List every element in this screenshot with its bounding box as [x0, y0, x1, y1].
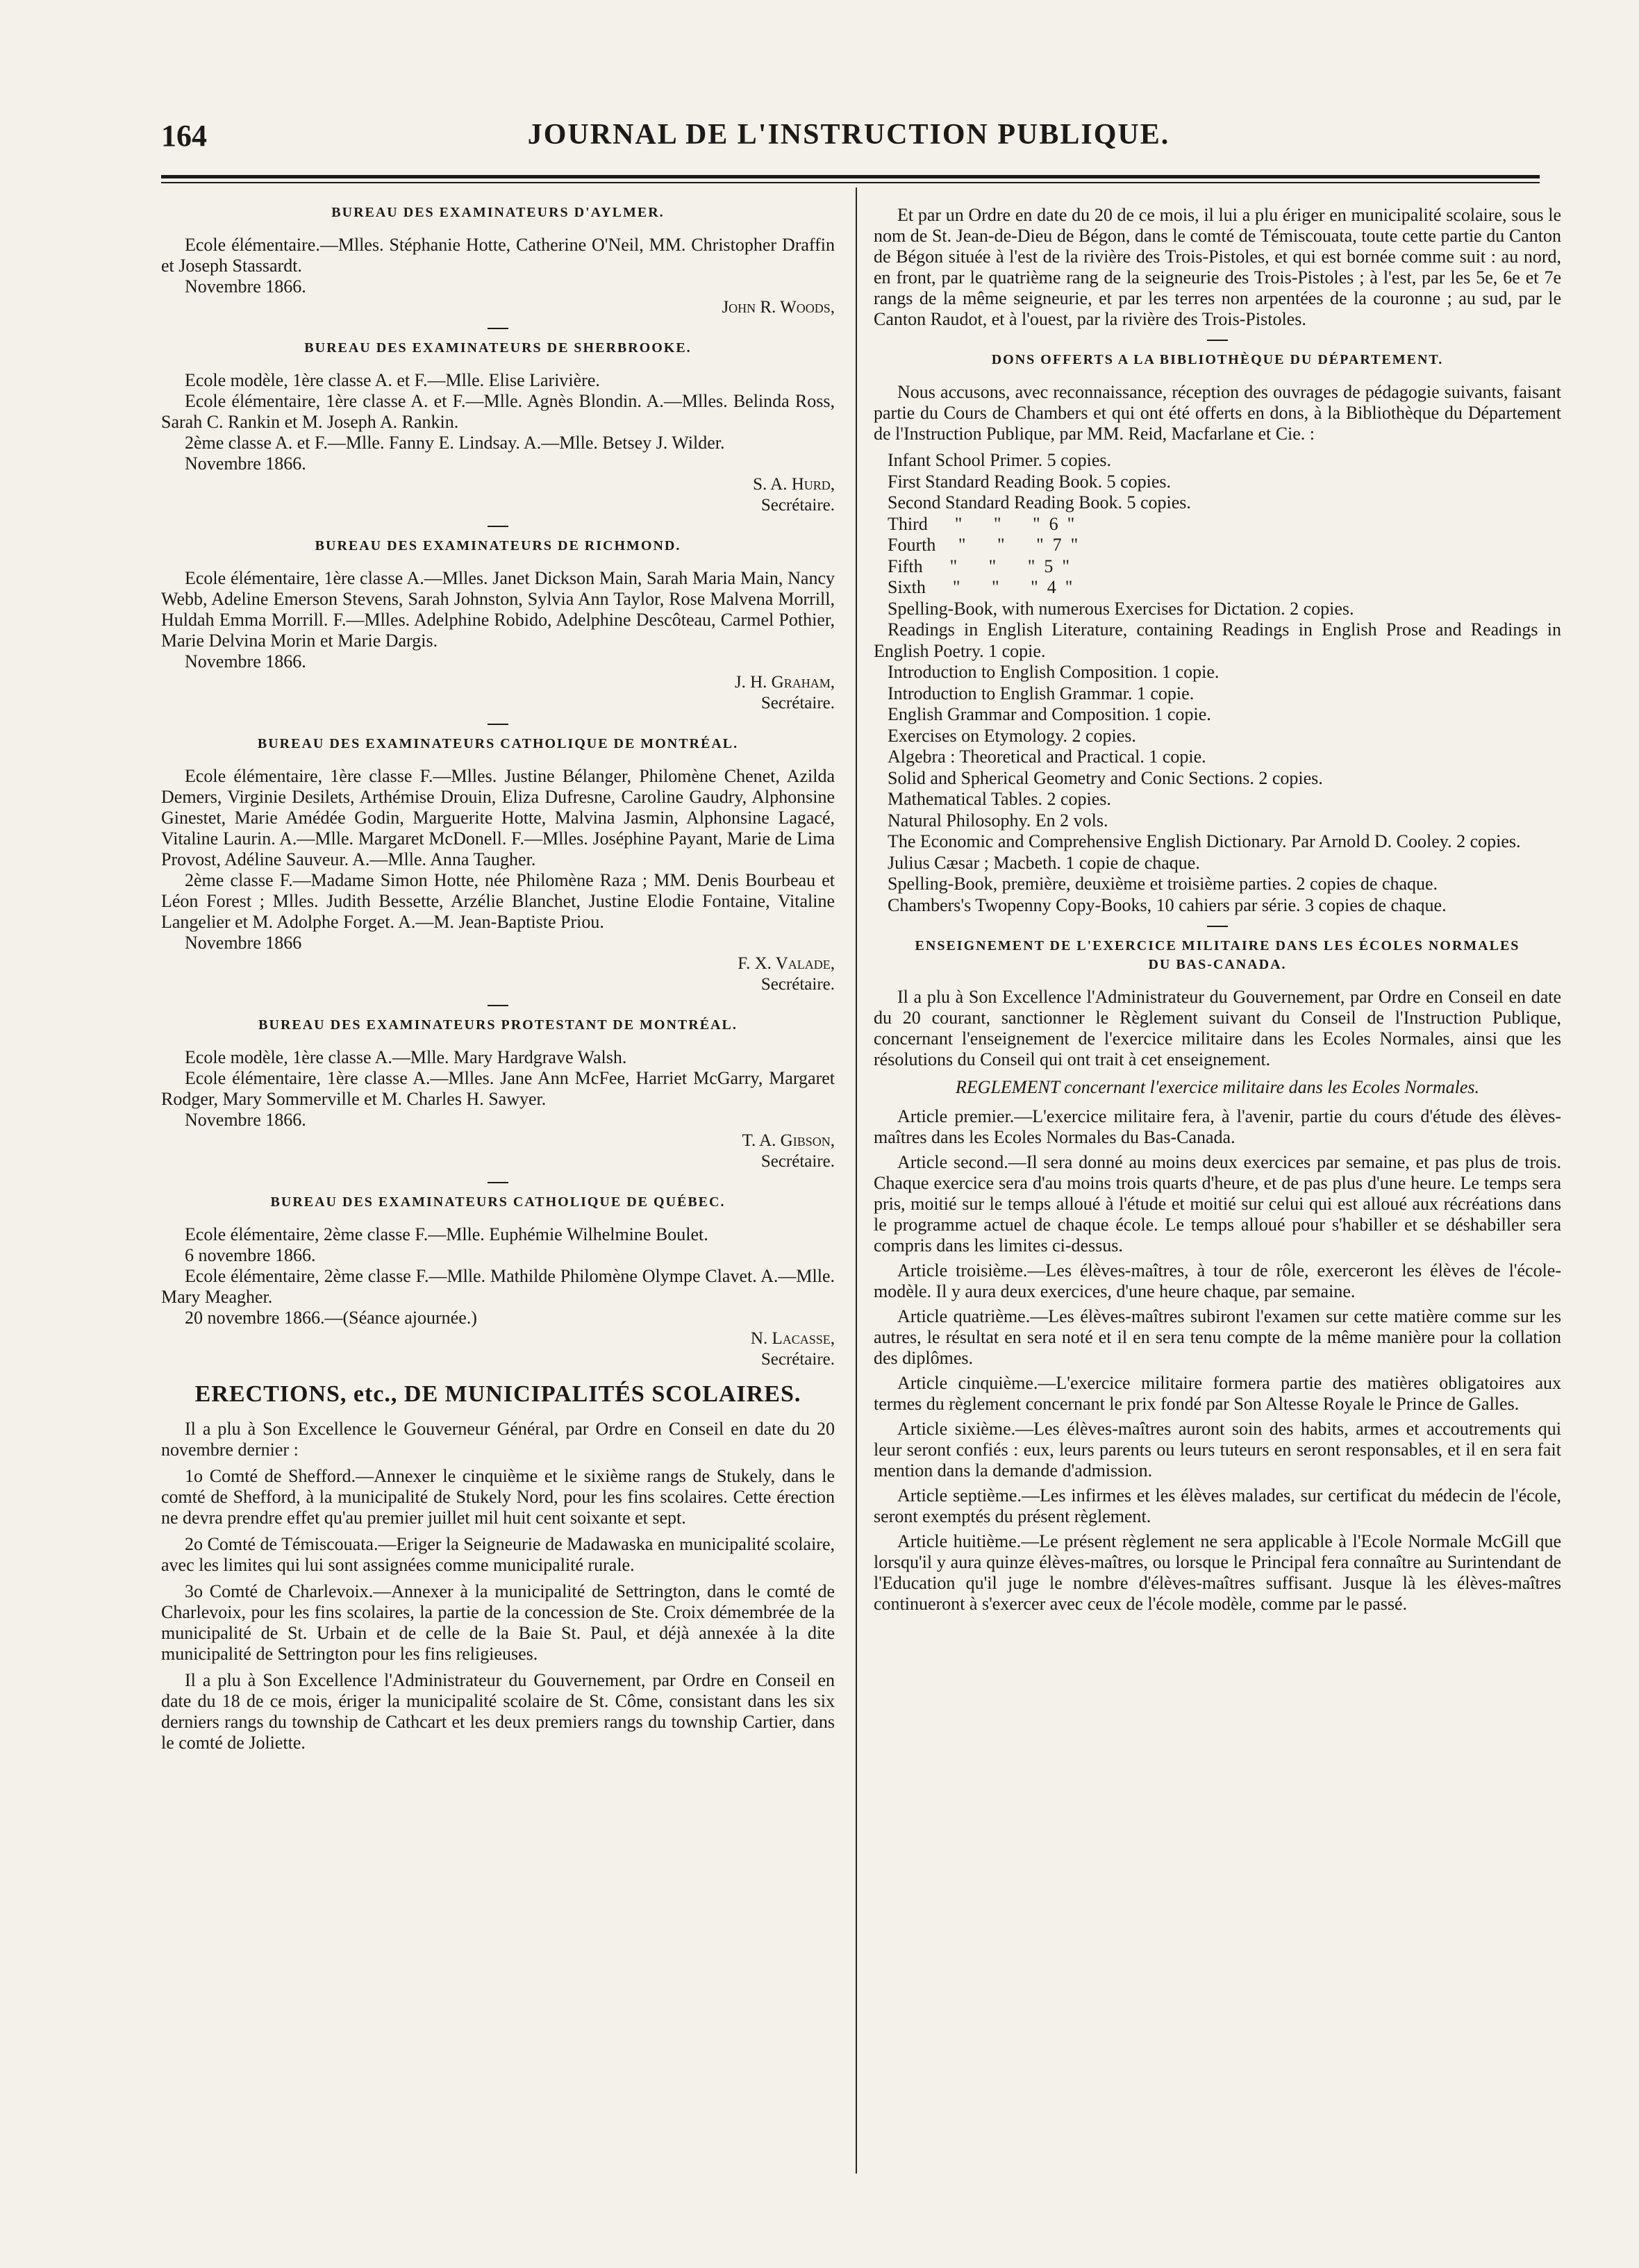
section-dons: [874, 352, 1561, 916]
signature-name: S. A. Hurd,: [753, 475, 835, 494]
signature-name: N. Lacasse,: [750, 1329, 835, 1348]
date-line: Novembre 1866.: [185, 1110, 306, 1130]
spacer: [161, 1576, 835, 1581]
reglement-title: REGLEMENT concernant l'exercice militaire dans les Ecoles Normales.: [955, 1077, 1480, 1097]
paragraph: 2o Comté de Témiscouata.—Eriger la Seigneurie de Madawaska en municipalité scolaire, avec les limites qui lui sont assignées comme municipalité rurale.: [161, 1534, 835, 1575]
book-item: Second Standard Reading Book. 5 copies.: [888, 492, 1191, 512]
book-item: Solid and Spherical Geometry and Conic Sections. 2 copies.: [888, 767, 1323, 788]
article: Article septième.—Les infirmes et les élèves malades, sur certificat du médecin de l'école, seront exemptés du présent règlement.: [874, 1485, 1561, 1526]
book-item: Fifth " " " 5 ": [888, 556, 1070, 576]
paragraph: 1o Comté de Shefford.—Annexer le cinquième et le sixième rangs de Stukely, dans le comté de Shefford, à la municipalité de Stukely Nord, pour les fins scolaires. Cette érection ne devra prendre effet qu'au premier juillet mil huit cent soixante et sept.: [161, 1466, 835, 1528]
signature-name: J. H. Graham,: [734, 673, 835, 692]
section-title: BUREAU DES EXAMINATEURS D'AYLMER.: [331, 205, 665, 220]
left-column: [161, 205, 835, 1753]
book-item: Julius Cæsar ; Macbeth. 1 copie de chaque.: [888, 852, 1200, 873]
paragraph: Ecole élémentaire, 1ère classe F.—Mlles. Justine Bélanger, Philomène Chenet, Azilda Demers, Virginie Desilets, Arthémise Drouin, Eliza Dufresne, Caroline Gaudry, Alphonsine Ginestet, Marie Amédée Godin, Marguerite Hotte, Malvina Jasmin, Alphonsine Lagacé, Vitaline Laurin. A.—Mlle. Margaret McDonell. F.—Mlles. Joséphine Payant, Marie de Lima Provost, Adéline Sauveur. A.—Mlle. Anna Taugher.: [161, 766, 835, 869]
paragraph: 2ème classe A. et F.—Mlle. Fanny E. Lindsay. A.—Mlle. Betsey J. Wilder.: [185, 433, 725, 453]
date-line: Novembre 1866: [185, 933, 302, 953]
paragraph: Et par un Ordre en date du 20 de ce mois, il lui a plu ériger en municipalité scolaire, sous le nom de St. Jean-de-Dieu de Bégon, dans le comté de Témiscouata, toute cette partie du Canton de Bégon située à l'est de la rivière des Trois-Pistoles, et qui est bornée comme suit : au nord, en front, par le quatrième rang de la seigneurie des Trois-Pistoles ; à l'est, par les 5e, 6e et 7e rangs de la même seigneurie, et par les terres non arpentées de la couronne ; au sud, par le Canton Raudot, et à l'ouest, par la rivière des Trois-Pistoles.: [874, 205, 1561, 329]
section-montreal-protestant: [161, 1017, 835, 1172]
paragraph: Ecole élémentaire, 1ère classe A. et F.—Mlle. Agnès Blondin. A.—Mlles. Belinda Ross, Sarah C. Rankin et M. Joseph A. Rankin.: [161, 391, 835, 432]
date-line: Novembre 1866.: [185, 276, 306, 297]
paragraph: Ecole élémentaire, 1ère classe A.—Mlles. Jane Ann McFee, Harriet McGarry, Margaret Rodger, Mary Sommerville et M. Charles H. Sawyer.: [161, 1068, 835, 1109]
signature-name: F. X. Valade,: [738, 954, 835, 973]
section-montreal-catholique: [161, 736, 835, 995]
book-item: Introduction to English Composition. 1 copie.: [888, 662, 1220, 682]
article: Article second.—Il sera donné au moins deux exercices par semaine, et pas plus de trois. Chaque exercice sera d'au moins trois quarts d'heure, et de pas plus d'une heure. Le temps sera pris, moitié sur le temps alloué à l'étude et moitié sur celui qui est alloué aux récréations dans le programme actuel de chaque école. Le temps alloué pour s'habiller et se déshabiller sera compris dans les limites ci-dessus.: [874, 1152, 1561, 1256]
book-item: Spelling-Book, première, deuxième et troisième parties. 2 copies de chaque.: [888, 874, 1438, 894]
paragraph: Il a plu à Son Excellence le Gouverneur Général, par Ordre en Conseil en date du 20 novembre dernier :: [161, 1419, 835, 1460]
article: Article cinquième.—L'exercice militaire formera partie des matières obligatoires aux termes du règlement concernant le prix fondé par Son Altesse Royale le Prince de Galles.: [874, 1373, 1561, 1414]
column-divider: [856, 187, 857, 2174]
paragraph: 3o Comté de Charlevoix.—Annexer à la municipalité de Settrington, dans le comté de Charlevoix, pour les fins scolaires, la partie de la concession de Ste. Croix démembrée de la municipalité de St. Urbain et de celle de la Baie St. Paul, et déjà annexée à la dite municipalité de Settrington pour les fins religieuses.: [161, 1581, 835, 1664]
paragraph: 2ème classe F.—Madame Simon Hotte, née Philomène Raza ; MM. Denis Bourbeau et Léon Forest ; Mlles. Judith Bessette, Arzélie Blanchet, Justine Elodie Fontaine, Vitaline Langelier et M. Adolphe Forget. A.—M. Jean-Baptiste Priou.: [161, 870, 835, 932]
book-item: First Standard Reading Book. 5 copies.: [888, 471, 1172, 492]
signature-role: Secrétaire.: [760, 694, 835, 712]
date-line: 20 novembre 1866.—(Séance ajournée.): [185, 1308, 477, 1328]
section-title: BUREAU DES EXAMINATEURS CATHOLIQUE DE QUÉBEC.: [270, 1194, 726, 1210]
article: Article troisième.—Les élèves-maîtres, à tour de rôle, exerceront les élèves de l'école-modèle. Il y aura deux exercices, d'une heure chaque, par semaine.: [874, 1260, 1561, 1301]
section-dash: [488, 526, 508, 527]
signature-name: T. A. Gibson,: [742, 1131, 835, 1150]
section-title: BUREAU DES EXAMINATEURS PROTESTANT DE MONTRÉAL.: [258, 1017, 738, 1033]
book-item: Spelling-Book, with numerous Exercises for Dictation. 2 copies.: [888, 598, 1354, 619]
paragraph: Ecole modèle, 1ère classe A.—Mlle. Mary Hardgrave Walsh.: [185, 1047, 627, 1067]
book-item: Fourth " " " 7 ": [888, 535, 1079, 555]
article: Article huitième.—Le présent règlement ne sera applicable à l'Ecole Normale McGill que lorsqu'il y aura quinze élèves-maîtres, ou lorsque le Principal fera connaître au Surintendant de l'Education qu'il juge le nombre d'élèves-maîtres suffisant. Jusque là les élèves-maîtres continueront à s'exercer avec ceux de l'école modèle, comme par le passé.: [874, 1531, 1561, 1614]
book-item: Third " " " 6 ": [888, 513, 1075, 534]
paragraph: Ecole élémentaire, 2ème classe F.—Mlle. Euphémie Wilhelmine Boulet.: [185, 1224, 708, 1244]
section-title: BUREAU DES EXAMINATEURS DE SHERBROOKE.: [304, 340, 692, 356]
section-dash: [1207, 926, 1228, 927]
paragraph: Ecole modèle, 1ère classe A. et F.—Mlle. Elise Larivière.: [185, 370, 600, 390]
signature-role: Secrétaire.: [760, 975, 835, 994]
section-title: DONS OFFERTS A LA BIBLIOTHÈQUE DU DÉPARTEMENT.: [991, 352, 1444, 367]
journal-title: JOURNAL DE L'INSTRUCTION PUBLIQUE.: [527, 119, 1170, 151]
section-dash: [488, 328, 508, 329]
date-line: Novembre 1866.: [185, 651, 306, 672]
section-aylmer: [161, 205, 835, 318]
section-richmond: [161, 538, 835, 714]
book-item: Natural Philosophy. En 2 vols.: [888, 810, 1108, 831]
book-item: Infant School Primer. 5 copies.: [888, 450, 1112, 470]
section-title: BUREAU DES EXAMINATEURS CATHOLIQUE DE MONTRÉAL.: [257, 736, 739, 751]
signature-name: John R. Woods,: [722, 298, 835, 317]
page-number: 164: [161, 119, 207, 153]
article: Article premier.—L'exercice militaire fera, à l'avenir, partie du cours d'étude des élèves-maîtres dans les Ecoles Normales du Bas-Canada.: [874, 1106, 1561, 1147]
paragraph: Ecole élémentaire, 1ère classe A.—Mlles. Janet Dickson Main, Sarah Maria Main, Nancy Webb, Adeline Emerson Stevens, Sarah Johnston, Sylvia Ann Taylor, Rose Malvena Morrill, Huldah Emma Morrill. F.—Mlles. Adelphine Robido, Adelphine Descôteau, Carmel Pothier, Marie Delvina Morin et Marie Dargis.: [161, 568, 835, 651]
paragraph: Il a plu à Son Excellence l'Administrateur du Gouvernement, par Ordre en Conseil en date du 18 de ce mois, ériger la municipalité scolaire de St. Côme, consistant dans les six derniers rangs du township de Cathcart et les deux premiers rangs du township Cartier, dans le comté de Joliette.: [161, 1670, 835, 1753]
right-column: [874, 205, 1561, 1619]
section-title-line2: DU BAS-CANADA.: [1148, 957, 1287, 972]
spacer: [874, 444, 1561, 450]
book-item: The Economic and Comprehensive English Dictionary. Par Arnold D. Cooley. 2 copies.: [888, 831, 1521, 851]
spacer: [161, 1460, 835, 1466]
paragraph: Il a plu à Son Excellence l'Administrateur du Gouvernement, par Ordre en Conseil en date du 20 courant, sanctionner le Règlement suivant du Conseil de l'Instruction Publique, concernant l'enseignement de l'exercice militaire dans les Ecoles Normales, ainsi que les résolutions du Conseil qui ont trait à cet enseignement.: [874, 987, 1561, 1069]
signature-role: Secrétaire.: [760, 496, 835, 515]
section-title: BUREAU DES EXAMINATEURS DE RICHMOND.: [315, 538, 681, 553]
book-item: Readings in English Literature, containing Readings in English Prose and Readings in English Poetry. 1 copie.: [874, 619, 1561, 661]
article: Article quatrième.—Les élèves-maîtres subiront l'examen sur cette matière comme sur les autres, le résultat en sera noté et il en sera tenu compte de la même manière pour la collation des diplômes.: [874, 1306, 1561, 1368]
section-dash: [488, 724, 508, 725]
section-dash: [488, 1182, 508, 1183]
book-item: Exercises on Etymology. 2 copies.: [888, 725, 1136, 746]
section-dash: [1207, 340, 1228, 341]
section-heading: ERECTIONS, etc., DE MUNICIPALITÉS SCOLAIRES.: [194, 1381, 801, 1407]
book-item: Introduction to English Grammar. 1 copie.: [888, 683, 1195, 703]
spacer: [161, 1528, 835, 1534]
paragraph: Nous accusons, avec reconnaissance, réception des ouvrages de pédagogie suivants, faisant partie du Cours de Chambers et qui ont été offerts en dons, à la Bibliothèque du Département de l'Instruction Publique, par MM. Reid, Macfarlane et Cie. :: [874, 382, 1561, 444]
date-line: 6 novembre 1866.: [185, 1245, 316, 1265]
section-dash: [488, 1005, 508, 1006]
section-title: ENSEIGNEMENT DE L'EXERCICE MILITAIRE DANS LES ÉCOLES NORMALES: [915, 938, 1520, 953]
book-item: Algebra : Theoretical and Practical. 1 copie.: [888, 747, 1206, 767]
paragraph: Ecole élémentaire.—Mlles. Stéphanie Hotte, Catherine O'Neil, MM. Christopher Draffin et Joseph Stassardt.: [161, 235, 835, 276]
section-sherbrooke: [161, 340, 835, 516]
book-item: Sixth " " " 4 ": [888, 577, 1073, 597]
signature-role: Secrétaire.: [760, 1152, 835, 1171]
section-quebec: [161, 1194, 835, 1370]
book-item: Chambers's Twopenny Copy-Books, 10 cahiers par série. 3 copies de chaque.: [888, 894, 1447, 915]
header-rule-thin: [161, 182, 1540, 183]
header-rule-thick: [161, 175, 1540, 178]
book-item: English Grammar and Composition. 1 copie.: [888, 704, 1211, 724]
paragraph: Ecole élémentaire, 2ème classe F.—Mlle. Mathilde Philomène Olympe Clavet. A.—Mlle. Mary Meagher.: [161, 1266, 835, 1307]
date-line: Novembre 1866.: [185, 453, 306, 474]
page-header: [161, 118, 1536, 167]
spacer: [161, 1665, 835, 1670]
section-erections: [161, 1381, 835, 1753]
signature-role: Secrétaire.: [760, 1350, 835, 1369]
book-item: Mathematical Tables. 2 copies.: [888, 789, 1111, 809]
section-militaire: [874, 938, 1561, 1615]
article: Article sixième.—Les élèves-maîtres auront soin des habits, armes et accoutrements qui leur seront confiés : eux, leurs parents ou leurs tuteurs en seront responsables, et il en sera fait mention dans la demande d'admission.: [874, 1419, 1561, 1481]
